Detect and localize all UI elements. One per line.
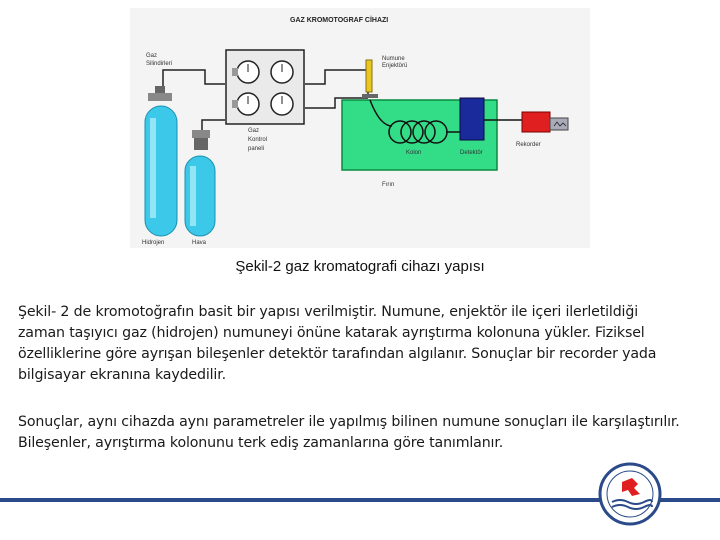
detector — [460, 98, 484, 140]
label-oven: Fırın — [382, 182, 395, 188]
label-gas-cylinders-1: Gaz — [146, 53, 158, 59]
paragraph-1 — [18, 302, 708, 386]
label-air: Hava — [192, 240, 207, 246]
figure-caption: Şekil-2 gaz kromatografi cihazı yapısı — [235, 258, 485, 275]
paragraph-1-line: zaman taşıyıcı gaz (hidrojen) numuneyi önüne katarak ayrıştırma kolonuna yükler. Fiziksel — [18, 325, 645, 341]
diagram-title: GAZ KROMOTOGRAF CİHAZI — [290, 17, 389, 24]
label-recorder: Rekorder — [516, 142, 541, 148]
paragraph-2 — [18, 412, 708, 454]
label-detector: Detektör — [460, 150, 483, 156]
university-logo — [598, 462, 662, 526]
label-control-panel-2: Kontrol — [248, 137, 268, 143]
paragraph-2-line: Bileşenler, ayrıştırma kolonunu terk ediş zamanlarına göre tanımlanır. — [18, 435, 504, 451]
gas-chromatograph-diagram — [130, 8, 590, 248]
label-column: Kolon — [406, 150, 422, 156]
label-hydrogen: Hidrojen — [142, 240, 165, 246]
label-injector-1: Numune — [382, 56, 405, 62]
label-control-panel-1: Gaz — [248, 128, 260, 134]
gas-control-panel — [226, 50, 304, 124]
label-control-panel-3: paneli — [248, 146, 265, 152]
paragraph-1-line: bilgisayar ekranına kaydedilir. — [18, 367, 226, 383]
label-injector-2: Enjektörü — [382, 63, 408, 69]
paragraph-1-line: özelliklerine göre ayrışan bileşenler detektör tarafından algılanır. Sonuçlar bir recorder yada — [18, 346, 657, 362]
label-gas-cylinders-2: Silindirleri — [146, 61, 173, 67]
paragraph-2-line: Sonuçlar, aynı cihazda aynı parametreler ile yapılmış bilinen numune sonuçları ile karşılaştırılır. — [18, 414, 680, 430]
paragraph-1-line: Şekil- 2 de kromotoğrafın basit bir yapısı verilmiştir. Numune, enjektör ile içeri ilerletildiği — [18, 304, 638, 320]
